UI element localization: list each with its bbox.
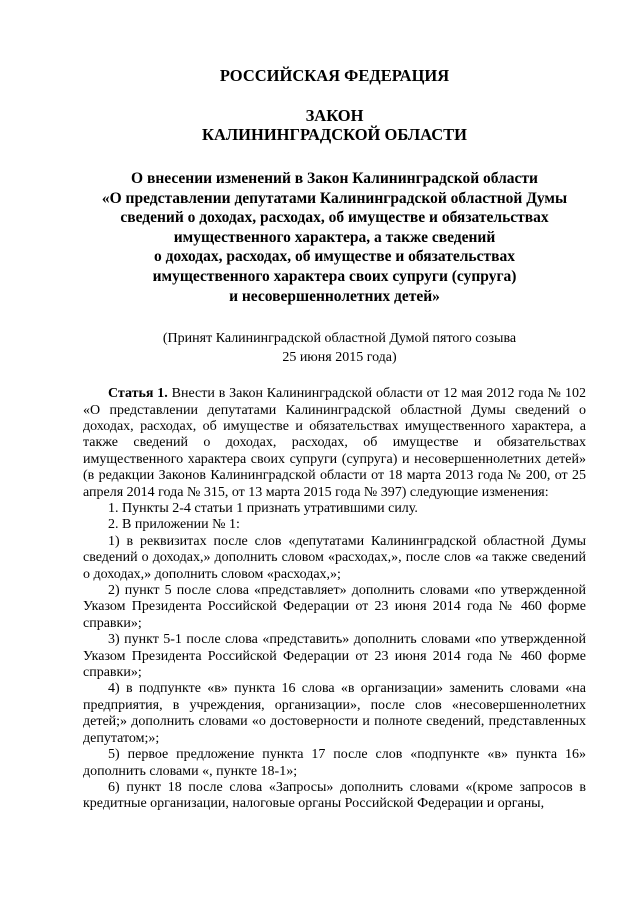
body-paragraph: 2. В приложении № 1: — [108, 517, 240, 533]
region-heading: КАЛИНИНГРАДСКОЙ ОБЛАСТИ — [202, 125, 467, 144]
law-title-line: сведений о доходах, расходах, об имуществе и обязательствах — [120, 209, 549, 227]
adoption-note-line: 25 июня 2015 года) — [282, 349, 397, 365]
body-paragraph: 1. Пункты 2-4 статьи 1 признать утратившими силу. — [108, 501, 418, 516]
document-body — [83, 386, 586, 813]
law-heading: ЗАКОН — [305, 106, 364, 125]
body-paragraph: 6) пункт 18 после слова «Запросы» дополнить словами «(кроме запросов в кредитные организации, налоговые органы Российской Федерации и органы, — [83, 779, 586, 812]
country-heading: РОССИЙСКАЯ ФЕДЕРАЦИЯ — [219, 66, 450, 85]
body-paragraph: 4) в подпункте «в» пункта 16 слова «в организации» заменить словами «на предприятия, в учреждения, организации», после слов «несовершеннолетних детей;» дополнить словами «о достоверности и полноте сведений, представленных депутатом;»; — [83, 681, 586, 746]
law-title-line: о доходах, расходах, об имуществе и обязательствах — [153, 248, 515, 266]
body-paragraph: 2) пункт 5 после слова «представляет» дополнить словами «по утвержденной Указом Президента Российской Федерации от 23 июня 2014 года № 460 форме справки»; — [83, 583, 586, 631]
body-paragraph: 3) пункт 5-1 после слова «представить» дополнить словами «по утвержденной Указом Президента Российской Федерации от 23 июня 2014 года № 460 форме справки»; — [83, 632, 586, 681]
article-1-paragraph — [83, 386, 586, 501]
law-title-line: и несовершеннолетних детей» — [229, 287, 440, 305]
law-title-line: имущественного характера, а также сведений — [173, 228, 496, 246]
law-title-line: О внесении изменений в Закон Калининградской области — [131, 170, 538, 187]
body-paragraph: 5) первое предложение пункта 17 после слов «подпункте «в» пункта 16» дополнить словами «, пункте 18-1»; — [83, 747, 586, 779]
adoption-note — [83, 330, 586, 367]
law-title — [83, 169, 586, 306]
adoption-note-line: (Принят Калининградской областной Думой пятого созыва — [162, 331, 517, 347]
law-title-line: имущественного характера своих супруги (супруга) — [152, 267, 517, 285]
article-1-text: Внести в Закон Калининградской области от 12 мая 2012 года № 102 «О представлении депутатами Калининградской областной Думы сведений о доходах, расходах, об имуществе и обязательствах имущественного характера, а также сведений о доходах, расходах, об имуществе и обязательствах имущественного характера своих супруги (супруга) и несовершеннолетних детей» (в редакции Законов Калининградской области от 18 марта 2013 года № 200, от 25 апреля 2014 года № 315, от 13 марта 2015 года № 397) следующие изменения: — [83, 386, 587, 500]
article-1-heading: Статья 1. — [108, 386, 168, 402]
body-paragraph: 1) в реквизитах после слов «депутатами Калининградской областной Думы сведений о доходах,» дополнить словом «расходах,», после слов «а также сведений о доходах,» дополнить словом «расходах,»; — [83, 533, 586, 582]
law-title-line: «О представлении депутатами Калининградской областной Думы — [101, 189, 568, 207]
